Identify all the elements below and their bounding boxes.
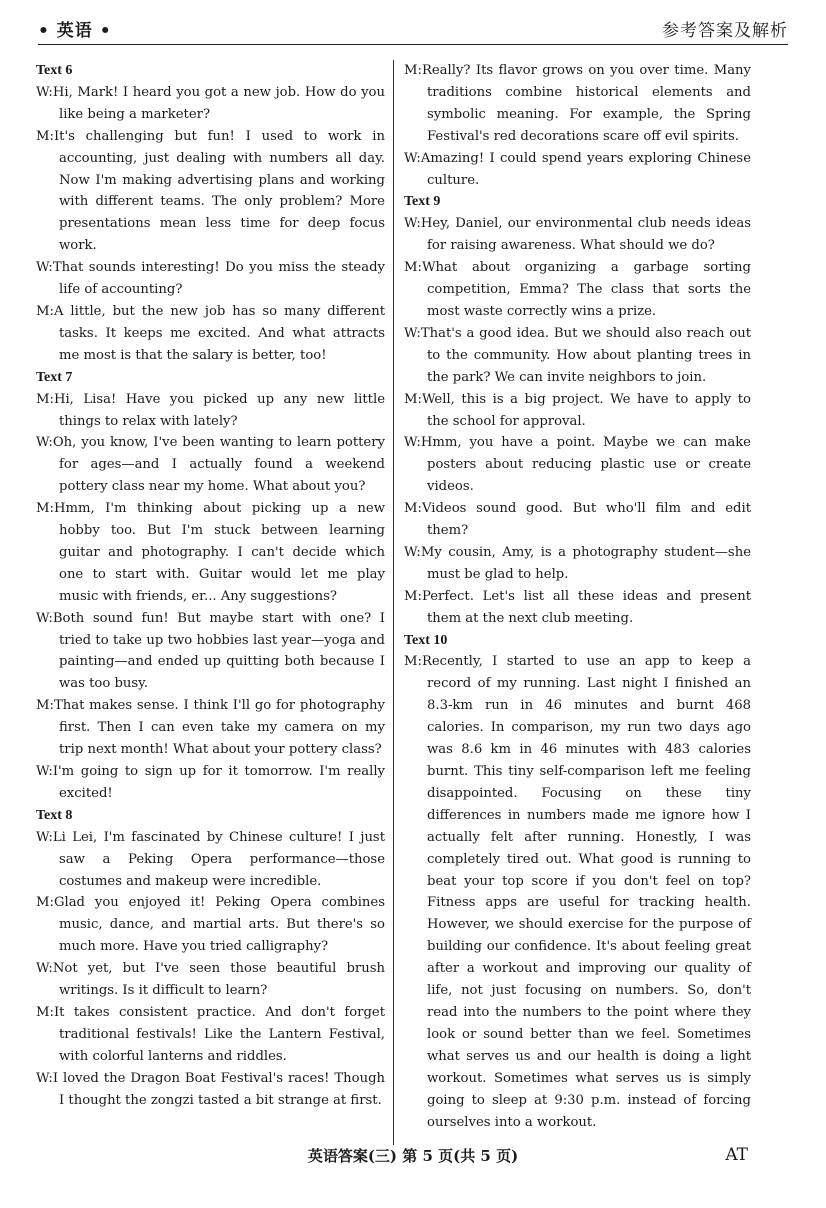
dialogue-turn: M:Hmm, I'm thinking about picking up a new hobby too. But I'm stuck between learning guitar and photography. I can't decide which one to start with. Guitar would let me play music with friends, er... Any suggestions? [36,501,385,604]
dialogue-turn: M:Perfect. Let's list all these ideas and present them at the next club meeting. [404,588,751,626]
dialogue-turn: W:Oh, you know, I've been wanting to learn pottery for ages—and I actually found a weekend pottery class near my home. What about you? [36,435,385,495]
dialogue-turn: W:I loved the Dragon Boat Festival's races! Though I thought the zongzi tasted a bit strange at first. [36,1070,385,1108]
dialogue-turn: W:My cousin, Amy, is a photography student—she must be glad to help. [404,544,751,582]
dialogue-turn: M:Well, this is a big project. We have to apply to the school for approval. [404,391,751,429]
text-heading: Text 6 [36,63,73,78]
text-heading: Text 7 [36,369,73,385]
dialogue-turn: W:Both sound fun! But maybe start with one? I tried to take up two hobbies last year—yoga and painting—and ended up quitting both because I was too busy. [36,610,385,692]
dialogue-turn: W:Amazing! I could spend years exploring Chinese culture. [404,150,751,188]
dialogue-turn: W:Li Lei, I'm fascinated by Chinese culture! I just saw a Peking Opera performance—those costumes and makeup were incredible. [36,829,385,889]
dialogue-turn: M:Recently, I started to use an app to keep a record of my running. Last night I finished an 8.3-km run in 46 minutes and burnt 468 calories. In comparison, my run two days ago was 8.6 km in 46 minutes with 483 calories burnt. This tiny self-comparison left me feeling disappointed. Focusing on these tiny differences in numbers made me ignore how I actually felt after running. Honestly, I was completely tired out. What good is running to beat your top score if you don't feel on top? Fitness apps are useful for tracking health. However, we should exercise for the purpose of building our confidence. It's about feeling great after a workout and improving our quality of life, not just focusing on numbers. So, don't read into the numbers to the point where they look or sound better than we feel. Sometimes what serves us and our health is doing a light workout. Sometimes what serves us is simply going to sleep at 9:30 p.m. instead of forcing ourselves into a workout. [404,654,751,1130]
dialogue-turn: W:Not yet, but I've seen those beautiful brush writings. Is it difficult to learn? [36,961,385,999]
dialogue-turn: W:That sounds interesting! Do you miss the steady life of accounting? [36,260,385,298]
dialogue-turn: M:A little, but the new job has so many different tasks. It keeps me excited. And what attracts me most is that the salary is better, too! [36,303,385,363]
column-divider [393,60,394,1145]
text-heading: Text 8 [36,807,73,823]
section-title: 参考答案及解析 [662,21,788,41]
left-column [36,60,385,1112]
dialogue-turn: M:Videos sound good. But who'll film and edit them? [404,501,751,539]
dialogue-turn: M:Hi, Lisa! Have you picked up any new little things to relax with lately? [36,391,385,429]
dialogue-turn: W:I'm going to sign up for it tomorrow. I'm really excited! [36,764,385,801]
dialogue-turn: M:What about organizing a garbage sorting competition, Emma? The class that sorts the most waste correctly wins a prize. [404,260,751,319]
dialogue-turn: W:Hi, Mark! I heard you got a new job. How do you like being a marketer? [36,84,385,122]
text-heading: Text 10 [404,632,448,648]
footer-code: AT [725,1145,748,1165]
dialogue-turn: W:Hmm, you have a point. Maybe we can make posters about reducing plastic use or create videos. [404,435,751,495]
dialogue-turn: M:Glad you enjoyed it! Peking Opera combines music, dance, and martial arts. But there's so much more. Have you tried calligraphy? [36,895,385,955]
dialogue-turn: M:Really? Its flavor grows on you over time. Many traditions combine historical elements and symbolic meaning. For example, the Spring Festival's red decorations scare off evil spirits. [404,63,751,144]
dialogue-turn: M:It's challenging but fun! I used to work in accounting, just dealing with numbers all day. Now I'm making advertising plans and working with different teams. The only problem? More presentations mean less time for deep focus work. [36,128,385,254]
dialogue-turn: W:That's a good idea. But we should also reach out to the community. How about planting trees in the park? We can invite neighbors to join. [404,325,751,385]
right-column [404,60,751,1133]
dialogue-turn: W:Hey, Daniel, our environmental club needs ideas for raising awareness. What should we do? [404,216,751,254]
page-footer: 英语答案(三) 第 5 页(共 5 页) [307,1147,519,1165]
text-heading: Text 9 [404,194,441,210]
page-header [38,10,788,45]
subject-label: • 英语 • [38,21,112,41]
dialogue-turn: M:It takes consistent practice. And don't forget traditional festivals! Like the Lantern Festival, with colorful lanterns and riddles. [36,1004,385,1064]
dialogue-turn: M:That makes sense. I think I'll go for photography first. Then I can even take my camera on my trip next month! What about your pottery class? [36,698,385,758]
